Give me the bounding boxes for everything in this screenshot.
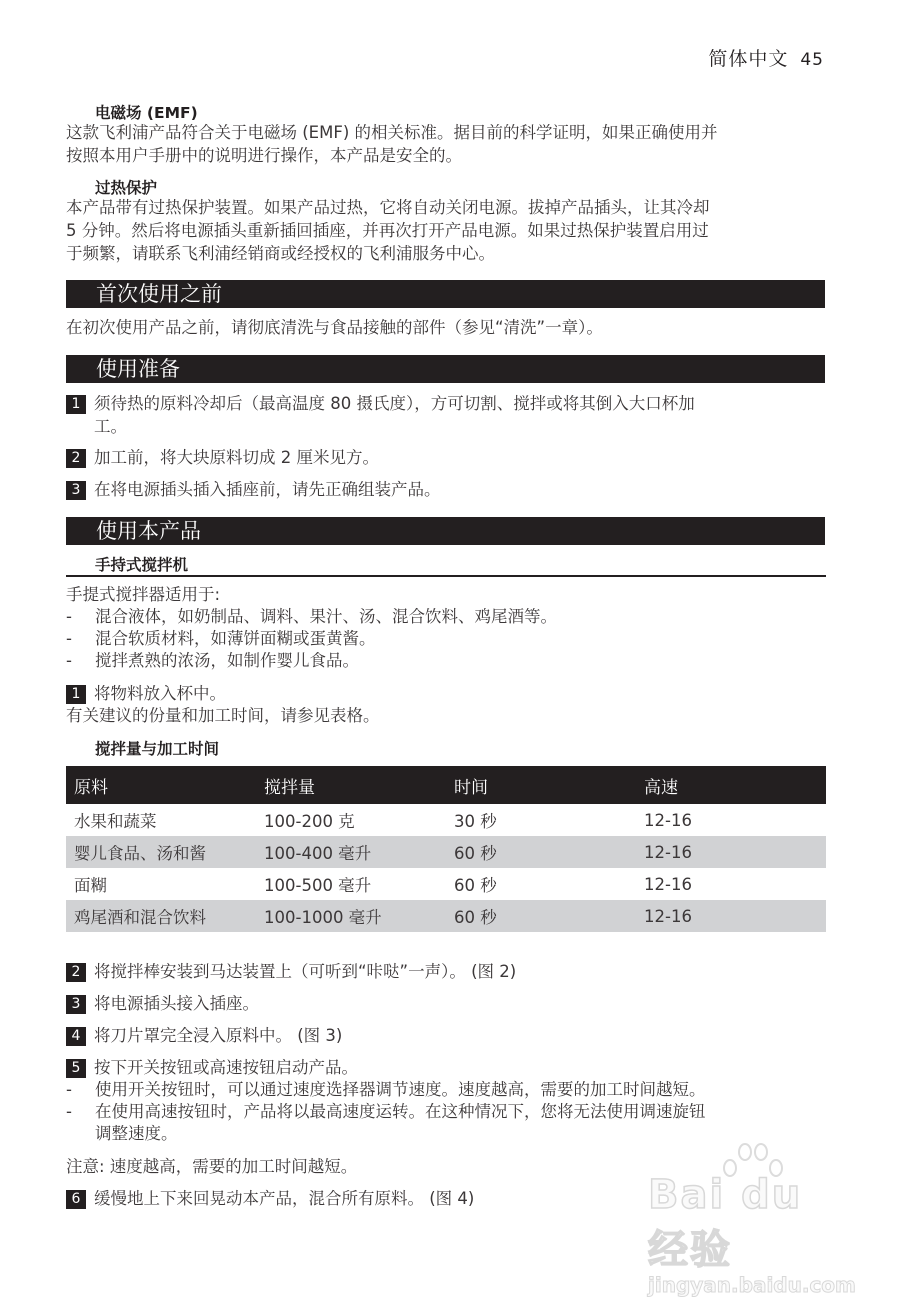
prep-step-2: [66, 446, 826, 469]
list-item-text: 使用开关按钮时，可以通过速度选择器调节速度。速度越高，需要的加工时间越短。: [95, 1080, 706, 1099]
step-number-badge: 2: [66, 449, 86, 468]
baidu-watermark: [648, 1150, 858, 1297]
column-header: 原料: [66, 766, 256, 804]
list-item: [66, 650, 826, 672]
hand-blender-subtitle: 手持式搅拌机: [95, 556, 189, 574]
list-item-text: 搅拌煮熟的浓汤，如制作婴儿食品。: [95, 651, 359, 670]
table-cell: 婴儿食品、汤和酱: [66, 836, 256, 868]
table-cell: 12-16: [636, 836, 826, 868]
table-cell: 12-16: [644, 874, 692, 894]
note-text: 注意: 速度越高，需要的加工时间越短。: [66, 1157, 358, 1176]
table-cell: 水果和蔬菜: [74, 812, 157, 831]
subsection-divider: [66, 575, 826, 577]
column-header: 搅拌量: [256, 766, 446, 804]
list-item-line: 调整速度。: [95, 1124, 178, 1143]
bullet-dash: -: [66, 629, 72, 648]
list-item-text: [95, 1101, 706, 1145]
step-text: 缓慢地上下来回晃动本产品，混合所有原料。 (图 4): [94, 1189, 475, 1208]
table-cell: 60 秒: [446, 836, 636, 868]
step-number-badge: 4: [66, 1027, 86, 1046]
use-step-1: [66, 682, 826, 705]
table-cell: 鸡尾酒和混合饮料: [66, 900, 256, 932]
table-cell: 100-500 毫升: [264, 876, 372, 895]
step-text: 在将电源插头插入插座前，请先正确组装产品。: [94, 480, 441, 499]
step-number-badge: 3: [66, 995, 86, 1014]
section-heading-before-first-use: 首次使用之前: [66, 280, 825, 308]
use-step-4: [66, 1024, 826, 1047]
table-row: [66, 868, 826, 900]
table-cell: 60 秒: [446, 900, 636, 932]
table-row: [66, 804, 826, 836]
prep-step-3: [66, 478, 826, 501]
emf-line: 这款飞利浦产品符合关于电磁场 (EMF) 的相关标准。据目前的科学证明，如果正确使用并: [66, 123, 718, 142]
before-first-use-text: 在初次使用产品之前，请彻底清洗与食品接触的部件（参见“清洗”一章）。: [66, 318, 603, 337]
table-header-row: [66, 766, 826, 804]
watermark-url: jingyan.baidu.com: [648, 1273, 856, 1297]
table-cell: 30 秒: [454, 812, 497, 831]
list-item: [66, 606, 826, 628]
table-cell: 100-200 克: [264, 812, 355, 831]
step-text: 按下开关按钮或高速按钮启动产品。: [94, 1058, 358, 1077]
section-heading-using: 使用本产品: [66, 517, 825, 545]
step-text: 将刀片罩完全浸入原料中。 (图 3): [94, 1026, 343, 1045]
page-number: 45: [800, 50, 824, 70]
watermark-logo: Bai du 经验: [648, 1172, 803, 1273]
overheat-line: 于频繁，请联系飞利浦经销商或经授权的飞利浦服务中心。: [66, 244, 495, 263]
overheat-line: 5 分钟。然后将电源插头重新插回插座，并再次打开产品电源。如果过热保护装置启用过: [66, 221, 709, 240]
table-row: [66, 900, 826, 932]
list-item-line: 在使用高速按钮时，产品将以最高速度运转。在这种情况下，您将无法使用调速旋钮: [95, 1102, 706, 1121]
step-number-badge: 1: [66, 685, 86, 704]
step-text: 将物料放入杯中。: [94, 684, 226, 703]
step-number-badge: 3: [66, 481, 86, 500]
overheat-paragraph: [66, 196, 828, 265]
table-row: [66, 836, 826, 868]
list-item: [66, 1079, 826, 1101]
use-step-5: [66, 1056, 826, 1079]
overheat-title: 过热保护: [95, 179, 158, 197]
emf-title: 电磁场 (EMF): [95, 104, 198, 122]
step-number-badge: 6: [66, 1190, 86, 1209]
step-number-badge: 1: [66, 395, 86, 414]
table-cell: 12-16: [636, 900, 826, 932]
list-item: [66, 1101, 826, 1145]
step-text: 须待热的原料冷却后（最高温度 80 摄氏度），方可切割、搅拌或将其倒入大口杯加: [94, 394, 695, 413]
emf-paragraph: [66, 121, 828, 167]
column-header: 高速: [636, 766, 826, 804]
step-text: 将搅拌棒安装到马达装置上（可听到“咔哒”一声）。 (图 2): [94, 962, 517, 981]
table-cell: 100-400 毫升: [256, 836, 446, 868]
step-number-badge: 2: [66, 963, 86, 982]
step-text-continued: 工。: [94, 417, 127, 436]
list-item-text: 混合软质材料，如薄饼面糊或蛋黄酱。: [95, 629, 376, 648]
bullet-dash: -: [66, 1102, 72, 1121]
prep-step-1: [66, 392, 826, 438]
emf-line: 按照本用户手册中的说明进行操作，本产品是安全的。: [66, 146, 462, 165]
section-heading-preparing: 使用准备: [66, 355, 825, 383]
paw-icon: [718, 1140, 788, 1180]
list-item: [66, 628, 826, 650]
bullet-dash: -: [66, 607, 72, 626]
overheat-line: 本产品带有过热保护装置。如果产品过热，它将自动关闭电源。拔掉产品插头，让其冷却: [66, 198, 710, 217]
use-step-2: [66, 960, 826, 983]
table-cell: 100-1000 毫升: [256, 900, 446, 932]
use-step-3: [66, 992, 826, 1015]
usage-bullet-list: [66, 606, 826, 672]
table-title: 搅拌量与加工时间: [95, 740, 220, 758]
step-number-badge: 5: [66, 1059, 86, 1078]
quantities-table: [66, 766, 826, 932]
use-step-1-note: 有关建议的份量和加工时间，请参见表格。: [66, 706, 380, 725]
step5-bullet-list: [66, 1079, 826, 1145]
page-header: [708, 44, 824, 71]
bullet-dash: -: [66, 651, 72, 670]
table-cell: 12-16: [644, 810, 692, 830]
bullet-dash: -: [66, 1080, 72, 1099]
column-header: 时间: [446, 766, 636, 804]
hand-blender-intro: 手提式搅拌器适用于:: [66, 585, 221, 604]
step-text: 将电源插头接入插座。: [94, 994, 259, 1013]
language-label: 简体中文: [708, 48, 789, 70]
table-cell: 面糊: [74, 876, 107, 895]
step-text: 加工前，将大块原料切成 2 厘米见方。: [94, 448, 379, 467]
table-cell: 60 秒: [454, 876, 497, 895]
list-item-text: 混合液体，如奶制品、调料、果汁、汤、混合饮料、鸡尾酒等。: [95, 607, 557, 626]
